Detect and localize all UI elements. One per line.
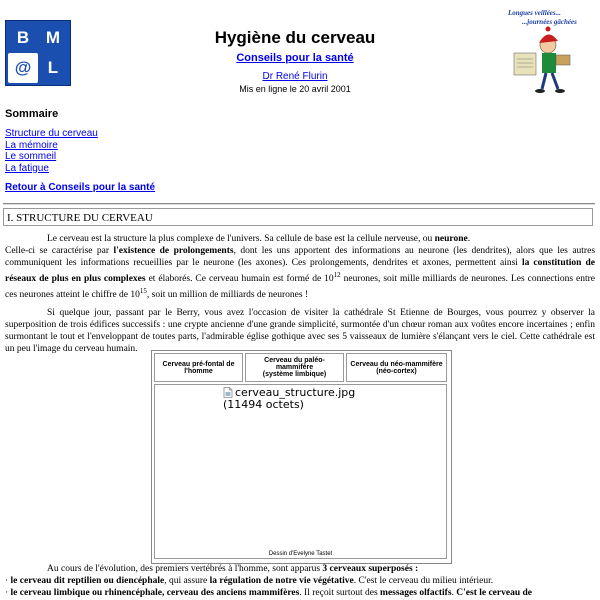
toc-link-memoire[interactable]: La mémoire (5, 139, 58, 151)
table-header-prefrontal: Cerveau pré-fontal de l'homme (154, 353, 243, 382)
section-title: I. STRUCTURE DU CERVEAU (3, 208, 593, 226)
bullet-reptilien: · le cerveau dit reptilien ou diencéphale, qui assure la régulation de notre vie végétative. C'est le cerveau du milieu intérieur. (5, 576, 494, 586)
publication-date: Mis en ligne le 20 avril 2001 (239, 84, 351, 94)
table-header-neo: Cerveau du néo-mammifère (néo-cortex) (346, 353, 447, 382)
table-of-contents (5, 128, 98, 174)
conseils-sante-link[interactable]: Conseils pour la santé (236, 52, 354, 64)
image-caption: Dessin d'Evelyne Tastet (268, 551, 333, 557)
logo-letter-at: @ (8, 53, 38, 83)
horizontal-divider (3, 203, 595, 205)
toc-link-fatigue[interactable]: La fatigue (5, 162, 49, 174)
paragraph-2: Celle-ci se caractérise par l'existence de prolongements, dont les uns apportent des informations au neurone (les dendrites), alors que les autres communiquent les informations recueillies par le neurone (les axones). Ces prolongements, dendrites et axones, permettent ainsi la constitution de réseaux de plus en plus complexes et élaborés. Ce cerveau humain est formé de $10^{12}$ neurones, soit mille milliards de neurones. Les connections entre ces neurones atteint le chiffre de $10^{15}$, soit un million de milliards de neurones ! (5, 246, 596, 301)
cartoon-icon (506, 5, 586, 95)
article-body (5, 233, 595, 355)
brain-structure-image[interactable] (223, 387, 388, 411)
brain-structure-table (151, 350, 452, 564)
evolution-text (5, 563, 595, 599)
table-header-paleo: Cerveau du paléo-mammifère (système limbique) (245, 353, 344, 382)
paragraph-3: Si quelque jour, passant par le Berry, vous avez l'occasion de visiter la cathédrale St Etienne de Bourges, vous pourrez y observer la superposition de trois édifices successifs : une crypte ancienne d'une grande simplicité, surmontée d'un chœur roman aux voûtes encore incertaines ; enfin surmontant le tout et l'enveloppant de toutes parts, l'admirable église gothique avec ses 5 vaisseaux de lumière s'élançant vers le ciel. Cette cathédrale est un peu l'image du cerveau humain. (5, 308, 595, 355)
broken-image-icon (223, 387, 233, 398)
cartoon-caption-1: Longues veillées... (508, 9, 561, 17)
bmal-logo[interactable] (5, 20, 71, 86)
cartoon-caption-2: ...journées gâchées (522, 18, 577, 26)
toc-link-structure[interactable]: Structure du cerveau (5, 128, 98, 139)
logo-letter-l: L (47, 58, 59, 77)
back-to-conseils-link[interactable]: Retour à Conseils pour la santé (5, 182, 156, 193)
brain-image-cell (154, 384, 447, 559)
author-link[interactable]: Dr René Flurin (262, 71, 328, 82)
header-title-block (140, 28, 450, 94)
toc-link-sommeil[interactable]: Le sommeil (5, 151, 57, 162)
image-alt-text: cerveau_structure.jpg (11494 octets) (223, 386, 356, 411)
cartoon-illustration (506, 5, 586, 95)
bullet-limbique: · le cerveau limbique ou rhinencéphale, cerveau des anciens mammifères. Il reçoit surtout des messages olfactifs. C'est le cerveau de (5, 588, 532, 598)
logo-letter-m: M (38, 23, 68, 53)
sommaire-heading: Sommaire (5, 108, 59, 120)
page-title: Hygiène du cerveau (214, 28, 376, 47)
paragraph-4: Au cours de l'évolution, des premiers vertébrés à l'homme, sont apparus 3 cerveaux superposés : (47, 564, 419, 574)
logo-letter-b: B (16, 28, 30, 47)
paragraph-1: Le cerveau est la structure la plus complexe de l'univers. Sa cellule de base est la cellule nerveuse, ou neurone. (47, 234, 471, 244)
